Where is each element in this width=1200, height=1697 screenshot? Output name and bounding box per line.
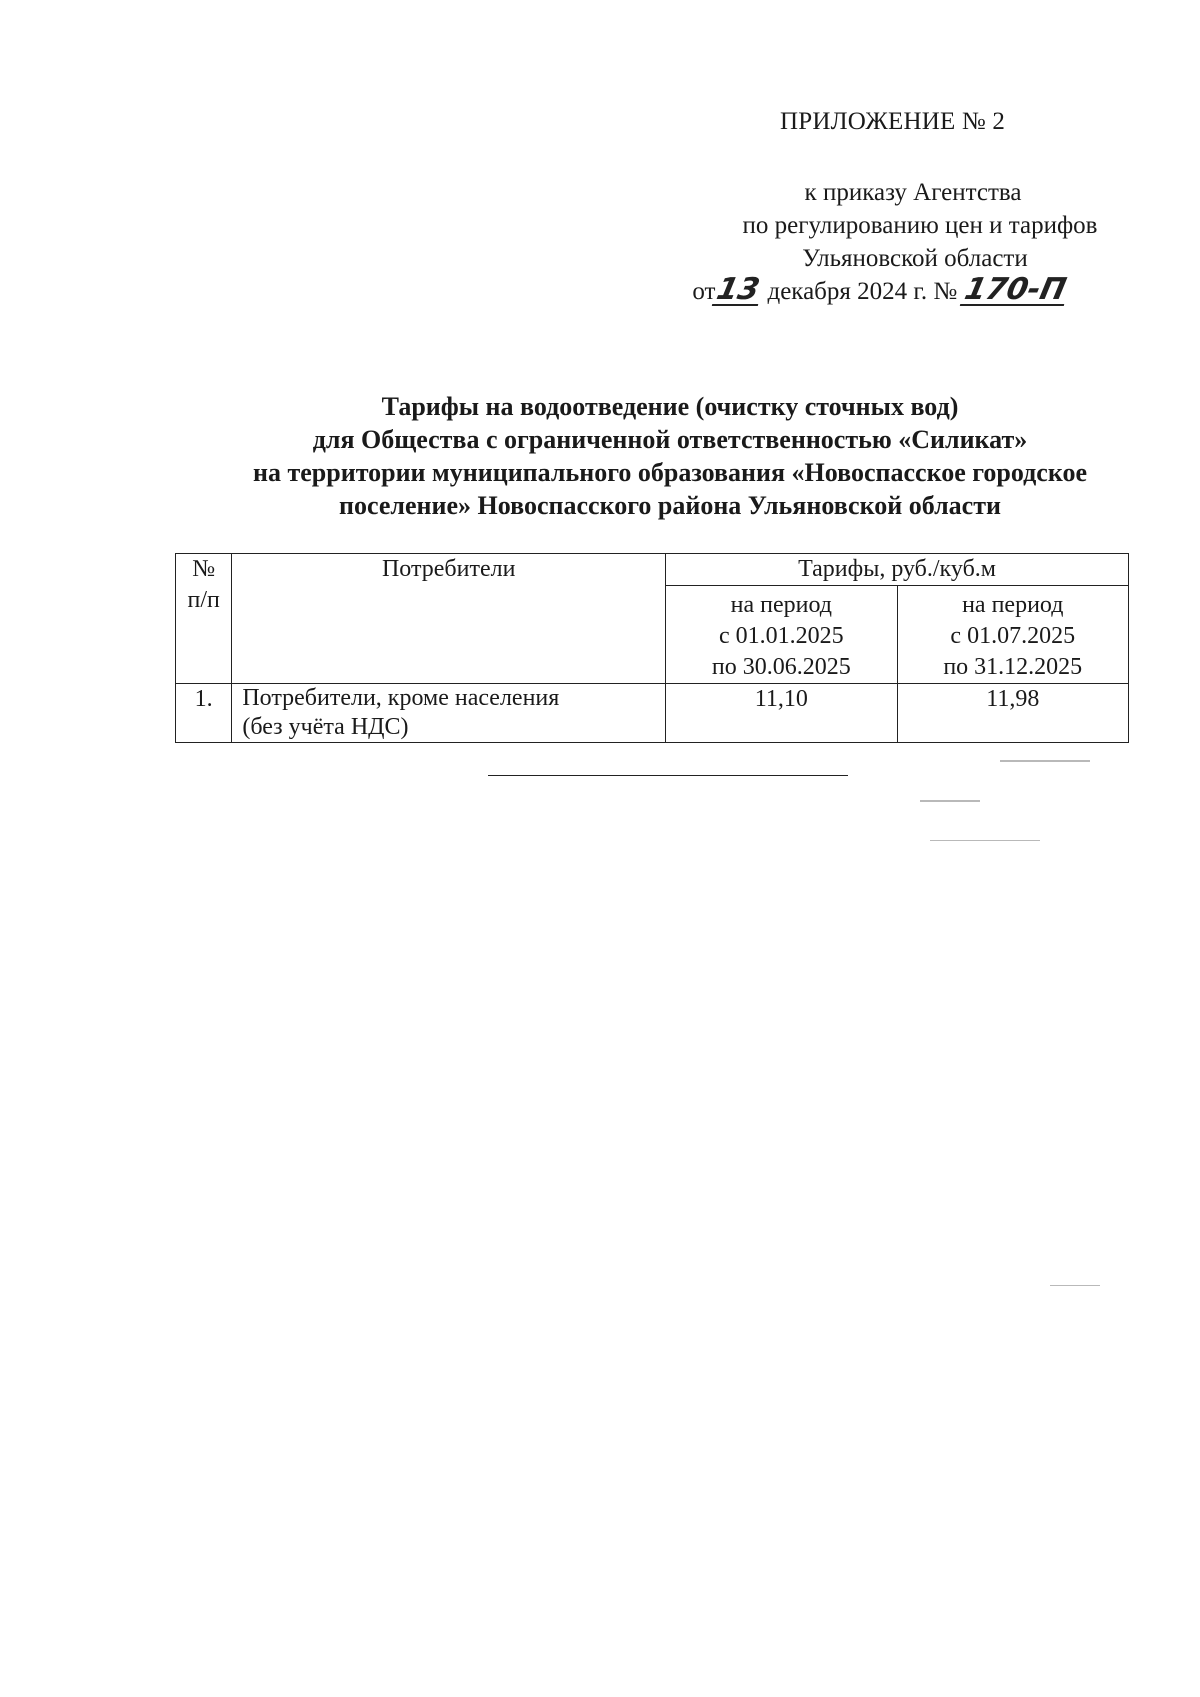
header-tariffs-cell: Тарифы, руб./куб.м	[666, 554, 1129, 586]
header-period-2	[897, 586, 1128, 684]
tariff-table	[175, 553, 1129, 743]
row-consumer-cell	[232, 684, 666, 743]
scan-noise	[930, 840, 1040, 841]
header-num-line-2: п/п	[187, 587, 220, 613]
row-value-period-2: 11,98	[897, 684, 1128, 743]
period-1-line-3: по 30.06.2025	[711, 654, 851, 680]
scan-noise	[920, 800, 980, 802]
closing-divider	[488, 775, 848, 776]
handwritten-day: 13	[714, 272, 764, 307]
period-2-line-1: на период	[962, 592, 1064, 618]
order-line-1: к приказу Агентства	[804, 179, 1022, 206]
row-num-cell: 1.	[176, 684, 232, 743]
consumer-line-2: (без учёта НДС)	[242, 714, 409, 740]
period-2-line-2: с 01.07.2025	[950, 623, 1076, 649]
title-line-2: для Общества с ограниченной ответственностью «Силикат»	[312, 425, 1028, 454]
document-title	[170, 390, 1170, 522]
date-prefix: от	[692, 278, 716, 305]
header-period-1	[666, 586, 897, 684]
period-2-line-3: по 31.12.2025	[943, 654, 1083, 680]
period-1-line-2: с 01.01.2025	[718, 623, 844, 649]
date-middle: декабря 2024 г. №	[767, 278, 958, 305]
scan-noise	[1000, 760, 1090, 762]
title-line-1: Тарифы на водоотведение (очистку сточных вод)	[381, 392, 959, 421]
table-row	[176, 684, 1129, 743]
handwritten-order-number: 170-П	[962, 272, 1070, 307]
header-consumers-cell: Потребители	[232, 554, 666, 684]
title-line-3: на территории муниципального образования «Новоспасское городское	[253, 458, 1087, 487]
title-line-4: поселение» Новоспасского района Ульяновской области	[339, 491, 1001, 520]
header-num-line-1: №	[192, 556, 216, 582]
row-value-period-1: 11,10	[666, 684, 897, 743]
order-date-line	[660, 272, 1100, 308]
period-1-line-1: на период	[730, 592, 832, 618]
order-line-2: по регулированию цен и тарифов	[742, 212, 1098, 239]
order-line-3: Ульяновской области	[802, 245, 1028, 272]
scan-noise	[1050, 1285, 1100, 1286]
order-reference	[692, 176, 1140, 308]
header-num-cell	[176, 554, 232, 684]
appendix-heading: ПРИЛОЖЕНИЕ № 2	[780, 108, 1006, 135]
consumer-line-1: Потребители, кроме населения	[242, 685, 560, 711]
